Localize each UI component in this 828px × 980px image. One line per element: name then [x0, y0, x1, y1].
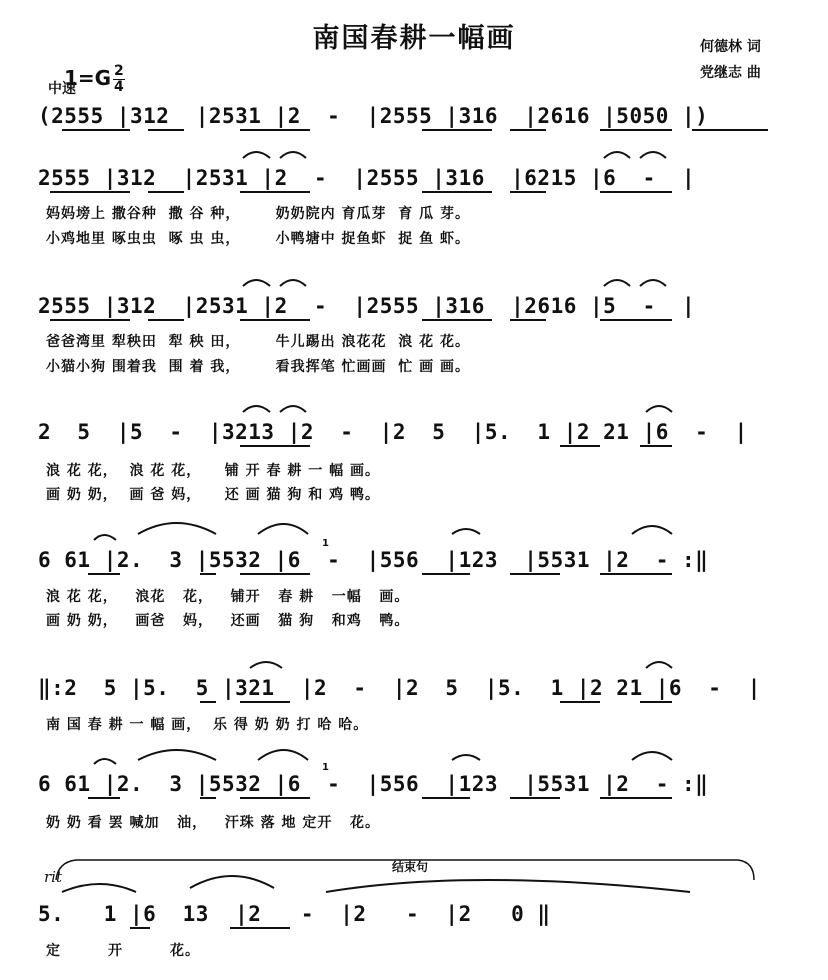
staff-2-notes: 2555 |312 |2531 |2 - |2555 |316 |6215 |6 - |	[38, 166, 696, 190]
staff-8-lyric-1: 定 开 花。	[46, 943, 200, 959]
slur	[452, 526, 672, 534]
staff-3-lyric-2: 小猫小狗 围着我 围 着 我， 看我挥笔 忙画画 忙 画 画。	[46, 359, 470, 375]
composer-credit: 党继志 曲	[700, 65, 761, 81]
staff-8-notes: 5. 1 |6 13 |2 - |2 - |2 0 ‖	[38, 902, 551, 926]
staff-1-notes: (2555 |312 |2531 |2 - |2555 |316 |2616 |5050 |)	[38, 104, 709, 128]
slur	[243, 152, 306, 158]
rit-marking: rit	[44, 868, 62, 886]
time-signature: $\frac{2}{4}$	[114, 63, 124, 95]
song-title: 南国春耕一幅画	[312, 23, 516, 54]
slur	[243, 280, 306, 286]
ending-phrase-label: 结束句	[392, 860, 429, 874]
staff-4-notes: 2 5 |5 - |3213 |2 - |2 5 |5. 1 |2 21 |6 - |	[38, 420, 748, 444]
staff-3-lyric-1: 爸爸湾里 犁秧田 犁 秧 田， 牛儿踢出 浪花花 浪 花 花。	[46, 334, 470, 350]
staff-6-lyric-1: 南 国 春 耕 一 幅 画， 乐 得 奶 奶 打 哈 哈。	[46, 717, 369, 733]
slur	[452, 752, 672, 760]
slur	[94, 523, 308, 540]
staff-4-lyric-1: 浪 花 花， 浪 花 花， 铺 开 春 耕 一 幅 画。	[46, 463, 380, 479]
staff-4-lyric-2: 画 奶 奶， 画 爸 妈， 还 画 猫 狗 和 鸡 鸭。	[46, 487, 380, 503]
ending-bracket	[56, 860, 754, 880]
staff-2-lyric-2: 小鸡地里 啄虫虫 啄 虫 虫， 小鸭塘中 捉鱼虾 捉 鱼 虾。	[46, 231, 470, 247]
volta-mark-1: 1	[322, 538, 329, 549]
staff-6-notes: ‖:2 5 |5. 5 |321 |2 - |2 5 |5. 1 |2 21 |6 - |	[38, 676, 761, 700]
slur	[604, 152, 666, 158]
volta-mark-2: 1	[322, 762, 329, 773]
staff-2-lyric-1: 妈妈塝上 撒谷种 撒 谷 种， 奶奶院内 育瓜芽 育 瓜 芽。	[46, 206, 470, 222]
staff-3-notes: 2555 |312 |2531 |2 - |2555 |316 |2616 |5 - |	[38, 294, 696, 318]
staff-5-notes: 6 61 |2. 3 |5532 |6 - |556 |123 |5531 |2 - :‖	[38, 548, 709, 572]
tempo-marking: 中速	[48, 81, 76, 97]
slur	[94, 750, 308, 764]
staff-5-lyric-1: 浪 花 花， 浪花 花， 铺开 春 耕 一幅 画。	[46, 589, 410, 605]
staff-5-lyric-2: 画 奶 奶， 画爸 妈， 还画 猫 狗 和鸡 鸭。	[46, 613, 410, 629]
slur	[646, 406, 672, 412]
staff-7-notes: 6 61 |2. 3 |5532 |6 - |556 |123 |5531 |2 - :‖	[38, 772, 709, 796]
slur	[243, 406, 306, 412]
slur	[604, 280, 666, 286]
staff-7-lyric-1: 奶 奶 看 罢 喊加 油， 汗珠 落 地 定开 花。	[46, 815, 380, 831]
slur	[62, 876, 690, 892]
lyricist-credit: 何德林 词	[700, 39, 761, 55]
key-label: 1=G	[63, 66, 112, 90]
slur	[250, 662, 672, 668]
